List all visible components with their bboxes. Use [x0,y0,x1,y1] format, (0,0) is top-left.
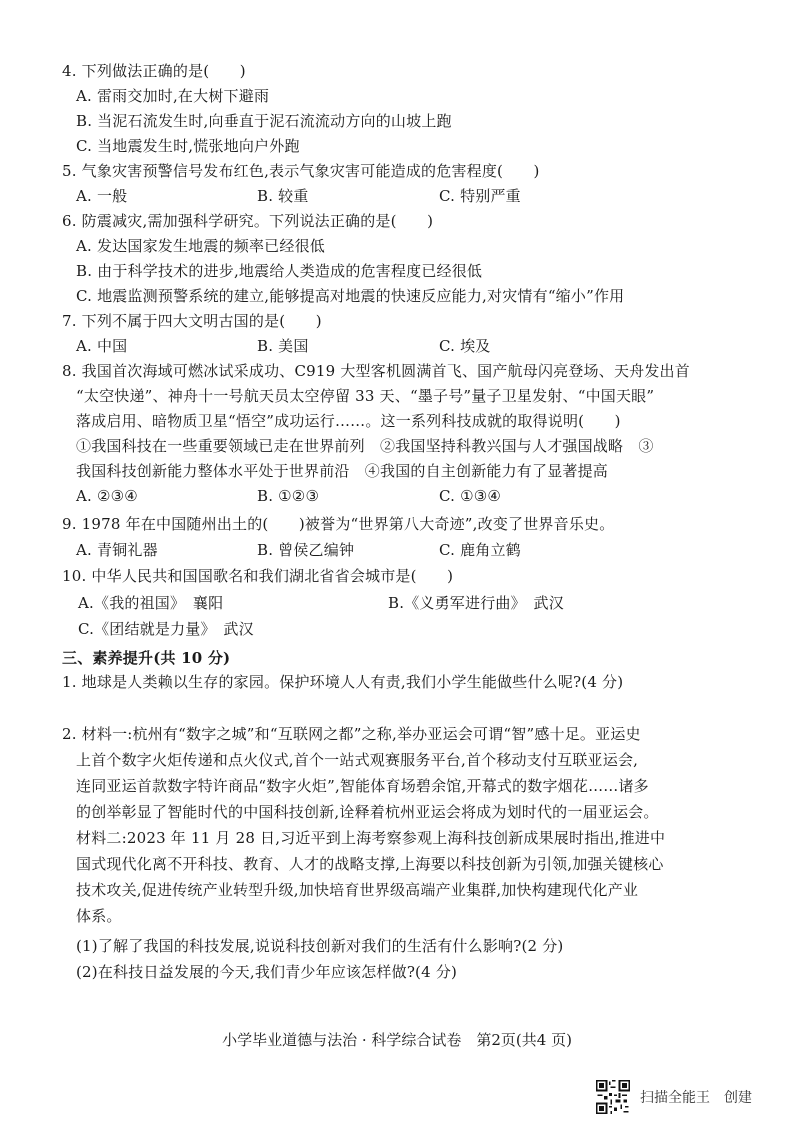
question-9-option-c: C. 鹿角立鹤 [439,541,521,559]
question-8-stem-line-4: ①我国科技在一些重要领域已走在世界前列 ②我国坚持科教兴国与人才强国战略 ③ [76,437,654,455]
section-3-question-2-line-3: 连同亚运首款数字特许商品“数字火炬”,智能体育场碧余馆,开幕式的数字烟花……诸多 [76,777,649,795]
question-4-option-c: C. 当地震发生时,慌张地向户外跑 [76,137,300,155]
question-8-stem-line-3: 落成启用、暗物质卫星“悟空”成功运行……。这一系列科技成就的取得说明( ) [76,412,621,430]
question-8-option-a: A. ②③④ [76,487,138,505]
question-9-option-a: A. 青铜礼器 [76,541,158,559]
question-10-option-b: B.《义勇军进行曲》 武汉 [388,594,564,612]
section-3-question-1: 1. 地球是人类赖以生存的家园。保护环境人人有责,我们小学生能做些什么呢?(4 分) [62,673,624,691]
scanner-watermark [596,1079,786,1115]
question-5-option-c: C. 特别严重 [439,187,521,205]
question-5-stem: 5. 气象灾害预警信号发布红色,表示气象灾害可能造成的危害程度( ) [62,162,540,180]
watermark-text: 扫描全能王 创建 [640,1090,752,1106]
question-6-option-b: B. 由于科学技术的进步,地震给人类造成的危害程度已经很低 [76,262,483,280]
question-5-option-b: B. 较重 [257,187,309,205]
question-8-option-b: B. ①②③ [257,487,320,505]
question-4-stem: 4. 下列做法正确的是( ) [62,62,246,80]
section-3-question-2-line-5: 材料二:2023 年 11 月 28 日,习近平到上海考察参观上海科技创新成果展时指出,推进中 [76,829,666,847]
question-9-stem: 9. 1978 年在中国随州出土的( )被誉为“世界第八大奇迹”,改变了世界音乐史。 [62,515,615,533]
section-3-question-2-line-1: 2. 材料一:杭州有“数字之城”和“互联网之都”之称,举办亚运会可谓“智”感十足。亚运史 [62,725,641,743]
question-9-option-b: B. 曾侯乙编钟 [257,541,355,559]
question-7-stem: 7. 下列不属于四大文明古国的是( ) [62,312,322,330]
page-footer: 小学毕业道德与法治 · 科学综合试卷 第2页(共4 页) [222,1031,572,1049]
question-6-stem: 6. 防震减灾,需加强科学研究。下列说法正确的是( ) [62,212,434,230]
section-3-question-2-line-7: 技术攻关,促进传统产业转型升级,加快培育世界级高端产业集群,加快构建现代化产业 [76,881,639,899]
question-5-option-a: A. 一般 [76,187,128,205]
section-3-question-2-line-8: 体系。 [76,907,122,925]
question-7-option-c: C. 埃及 [439,337,491,355]
section-3-title: 三、素养提升(共 10 分) [62,649,231,667]
section-3-question-2-line-2: 上首个数字火炬传递和点火仪式,首个一站式观赛服务平台,首个移动支付互联亚运会, [76,751,639,769]
section-3-subquestion-2: (2)在科技日益发展的今天,我们青少年应该怎样做?(4 分) [76,963,458,981]
question-4-option-b: B. 当泥石流发生时,向垂直于泥石流流动方向的山坡上跑 [76,112,452,130]
question-6-option-a: A. 发达国家发生地震的频率已经很低 [76,237,325,255]
question-8-stem-line-5: 我国科技创新能力整体水平处于世界前沿 ④我国的自主创新能力有了显著提高 [76,462,609,480]
question-4-option-a: A. 雷雨交加时,在大树下避雨 [76,87,270,105]
question-10-option-c: C.《团结就是力量》 武汉 [78,620,254,638]
question-6-option-c: C. 地震监测预警系统的建立,能够提高对地震的快速反应能力,对灾情有“缩小”作用 [76,287,625,305]
question-7-option-b: B. 美国 [257,337,309,355]
question-8-stem-line-2: “太空快递”、神舟十一号航天员太空停留 33 天、“墨子号”量子卫星发射、“中国天眼” [76,387,655,405]
question-7-option-a: A. 中国 [76,337,128,355]
section-3-subquestion-1: (1)了解了我国的科技发展,说说科技创新对我们的生活有什么影响?(2 分) [76,937,564,955]
section-3-question-2-line-6: 国式现代化离不开科技、教育、人才的战略支撑,上海要以科技创新为引领,加强关键核心 [76,855,664,873]
question-8-stem-line-1: 8. 我国首次海域可燃冰试采成功、C919 大型客机圆满首飞、国产航母闪亮登场、天舟发出首 [62,362,690,380]
qr-code-icon [596,1080,630,1114]
question-8-option-c: C. ①③④ [439,487,502,505]
question-10-option-a: A.《我的祖国》 襄阳 [78,594,224,612]
section-3-question-2-line-4: 的创举彰显了智能时代的中国科技创新,诠释着杭州亚运会将成为划时代的一届亚运会。 [76,803,659,821]
question-10-stem: 10. 中华人民共和国国歌名和我们湖北省省会城市是( ) [62,567,454,585]
